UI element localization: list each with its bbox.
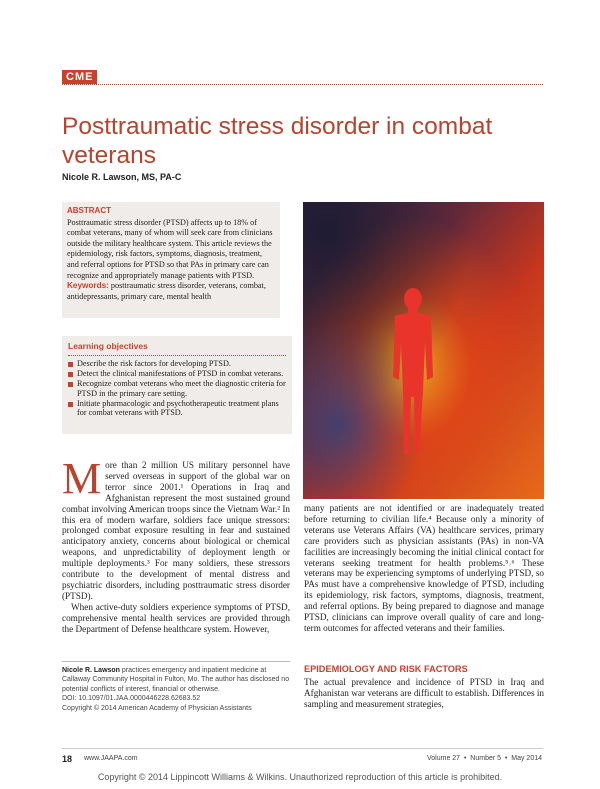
learning-objectives-list bbox=[68, 359, 286, 418]
learning-objectives-heading: Learning objectives bbox=[68, 342, 286, 356]
list-item: Describe the risk factors for developing PTSD. bbox=[68, 359, 286, 369]
list-item: Detect the clinical manifestations of PTSD in combat veterans. bbox=[68, 369, 286, 379]
footer-divider bbox=[62, 748, 543, 749]
body-column-right bbox=[304, 503, 544, 634]
abstract-heading: ABSTRACT bbox=[67, 206, 111, 215]
footnote-copyright: Copyright © 2014 American Academy of Physician Assistants bbox=[62, 704, 252, 712]
issue-info: Volume 27 • Number 5 • May 2014 bbox=[426, 755, 542, 762]
body-paragraph: When active-duty soldiers experience symptoms of PTSD, comprehensive mental health services are provided through the Department of Defense healthcare system. However, bbox=[62, 601, 290, 634]
author-footnote bbox=[62, 661, 290, 713]
publisher-copyright: Copyright © 2014 Lippincott Williams & Wilkins. Unauthorized reproduction of this article is prohibited. bbox=[97, 772, 503, 782]
section-heading: EPIDEMIOLOGY AND RISK FACTORS bbox=[304, 664, 468, 674]
paragraph-text: ore than 2 million US military personnel have served overseas in support of the global war on terror since 2001.¹ Operations in Iraq and Afghanistan represent the most sustained ground combat involving American troops since the Vietnam War.² In this era of modern warfare, soldiers face unique stressors: prolonged combat exposure resulting in fear and sustained anticipatory anxiety, concerns about biological or chemical weapons, and unpredictability of deployment length or multiple deployments.³ For many soldiers, these stressors contribute to the development of mental distress and psychiatric disorders, including posttraumatic stress disorder (PTSD). bbox=[62, 460, 290, 601]
journal-website: www.JAAPA.com bbox=[84, 755, 138, 762]
abstract-box bbox=[62, 202, 280, 318]
author-bio-text: practices emergency and inpatient medicine at Callaway Community Hospital in Fulton, Mo. The author has disclosed no potential conflicts of interest, financial or otherwise. bbox=[62, 667, 290, 693]
cme-badge: CME bbox=[62, 70, 97, 84]
keywords-text: posttraumatic stress disorder, veterans, combat, antidepressants, primary care, mental health bbox=[67, 281, 266, 301]
silhouette-artwork bbox=[303, 202, 544, 499]
abstract-keywords bbox=[67, 281, 275, 302]
list-item: Initiate pharmacologic and psychotherapeutic treatment plans for combat veterans with PTSD. bbox=[68, 399, 286, 419]
body-paragraph: The actual prevalence and incidence of PTSD in Iraq and Afghanistan war veterans are difficult to establish. Differences in sampling and measurement strategies, bbox=[304, 677, 544, 709]
learning-objectives-box bbox=[62, 336, 292, 434]
article-author: Nicole R. Lawson, MS, PA-C bbox=[62, 172, 182, 182]
header-divider bbox=[62, 84, 543, 85]
body-column-right-continued bbox=[304, 677, 544, 710]
list-item: Recognize combat veterans who meet the diagnostic criteria for PTSD in the primary care setting. bbox=[68, 379, 286, 399]
page-number: 18 bbox=[62, 754, 73, 764]
body-paragraph: many patients are not identified or are inadequately treated before returning to civilian life.⁴ Because only a minority of veterans use Veterans Affairs (VA) healthcare services, primary care providers such as physician assistants (PAs) in non-VA facilities are increasingly becoming the initial clinical contact for veterans seeking treatment for health problems.⁵˒⁶ These veterans may be experiencing symptoms of underlying PTSD, so PAs must have a comprehensive knowledge of PTSD, including its epidemiology, risk factors, symptoms, diagnosis, treatment, and referral options. By being prepared to diagnose and manage PTSD, clinicians can improve overall quality of care and long-term outcomes for affected veterans and their families. bbox=[304, 503, 544, 633]
body-paragraph bbox=[62, 454, 290, 602]
doi: DOI: 10.1097/01.JAA.0000446228.62683.52 bbox=[62, 695, 201, 703]
article-title: Posttraumatic stress disorder in combat veterans bbox=[62, 113, 493, 169]
body-column-left bbox=[62, 454, 290, 635]
author-bio bbox=[62, 666, 290, 694]
dropcap: M bbox=[62, 454, 102, 503]
author-name: Nicole R. Lawson bbox=[62, 667, 120, 674]
abstract-text: Posttraumatic stress disorder (PTSD) affects up to 18% of combat veterans, many of whom will seek care from clinicians outside the military healthcare system. This article reviews the epidemiology, risk factors, symptoms, diagnosis, treatment, and referral options for PTSD so that PAs in primary care can recognize and appropriately manage patients with PTSD. bbox=[67, 217, 273, 280]
keywords-label: Keywords: bbox=[67, 281, 109, 291]
